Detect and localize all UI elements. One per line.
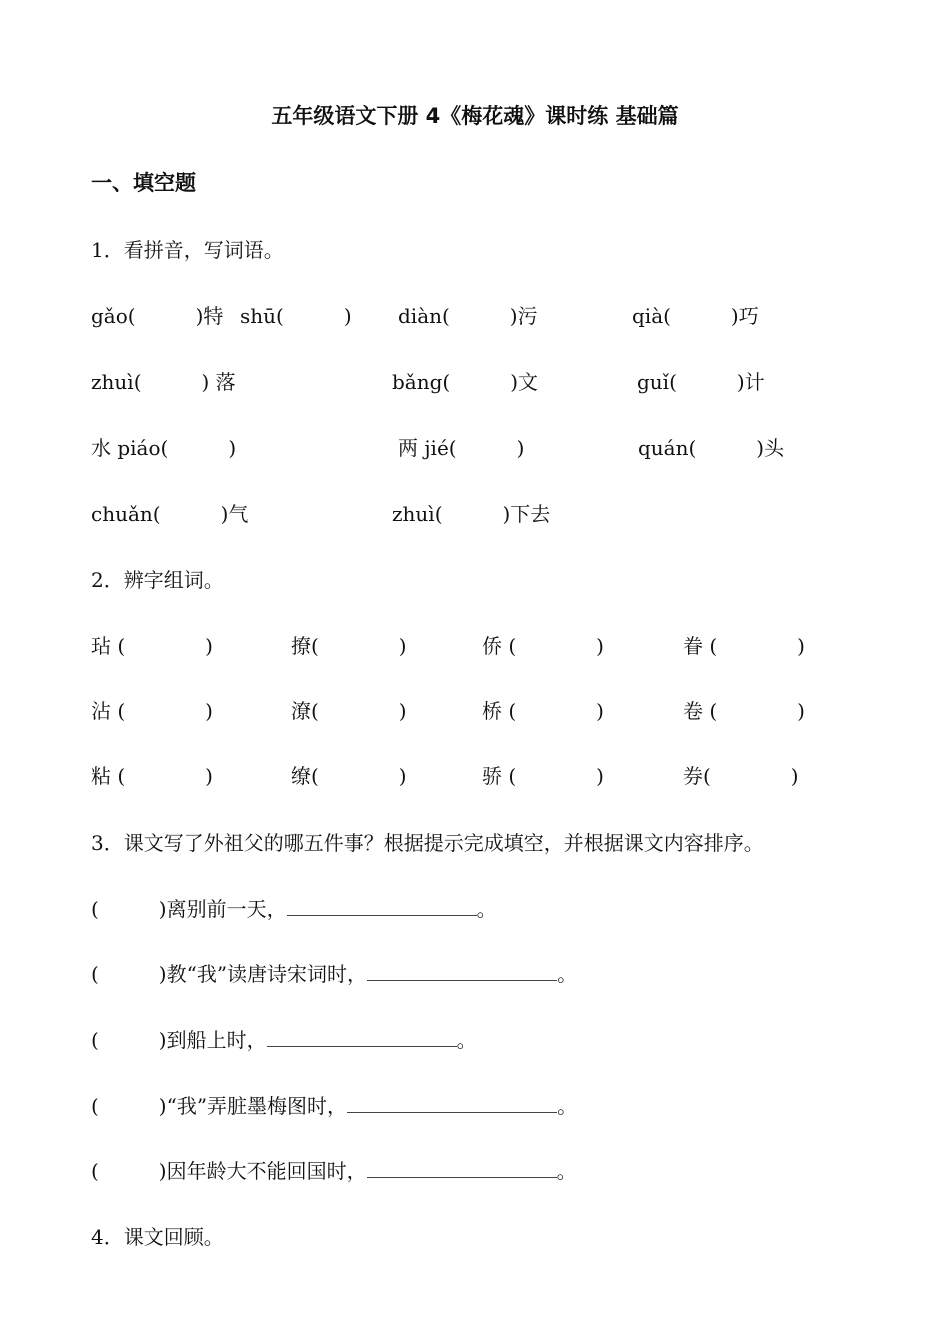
pinyin-item: bǎng( )文 [392, 370, 539, 394]
question-2-label: 2．辨字组词。 [91, 568, 224, 592]
order-paren: ( ) [91, 1028, 167, 1052]
question-1-label: 1．看拼音，写词语。 [91, 238, 284, 262]
word-group-item: 缭( ) [291, 764, 407, 788]
answer-blank[interactable] [347, 1094, 557, 1113]
pinyin-item: 两 jié( ) [398, 436, 525, 460]
event-line: ( )到船上时， 。 [91, 1028, 477, 1052]
word-group-item: 卷 ( ) [683, 699, 805, 723]
pinyin-item: diàn( )污 [398, 304, 538, 328]
pinyin-item: gǎo( )特 [91, 304, 224, 328]
word-group-item: 撩( ) [291, 634, 407, 658]
pinyin-item: chuǎn( )气 [91, 502, 249, 526]
word-group-item: 眷 ( ) [683, 634, 805, 658]
pinyin-item: quán( )头 [638, 436, 785, 460]
page-title: 五年级语文下册 4《梅花魂》课时练 基础篇 [271, 104, 679, 128]
order-paren: ( ) [91, 897, 167, 921]
event-line: ( )教“我”读唐诗宋词时， 。 [91, 962, 578, 986]
event-prompt: 因年龄大不能回国时， [166, 1159, 367, 1183]
word-group-item: 侨 ( ) [482, 634, 604, 658]
event-line: ( )因年龄大不能回国时， 。 [91, 1159, 577, 1183]
pinyin-item: guǐ( )计 [637, 370, 765, 394]
word-group-item: 粘 ( ) [91, 764, 213, 788]
answer-blank[interactable] [267, 1028, 457, 1047]
event-prompt: 离别前一天， [166, 897, 287, 921]
pinyin-item: 水 piáo( ) [91, 436, 237, 460]
word-group-item: 潦( ) [291, 699, 407, 723]
answer-blank[interactable] [367, 1159, 557, 1178]
word-group-item: 骄 ( ) [482, 764, 604, 788]
event-line: ( )“我”弄脏墨梅图时， 。 [91, 1094, 578, 1118]
pinyin-item: zhuì( )下去 [392, 502, 551, 526]
word-group-item: 券( ) [683, 764, 799, 788]
order-paren: ( ) [91, 1094, 167, 1118]
event-prompt: 教“我”读唐诗宋词时， [166, 962, 368, 986]
word-group-item: 沾 ( ) [91, 699, 213, 723]
event-prompt: “我”弄脏墨梅图时， [166, 1094, 348, 1118]
word-group-item: 桥 ( ) [482, 699, 604, 723]
section-title: 一、填空题 [91, 171, 196, 195]
pinyin-item: zhuì( ) 落 [91, 370, 236, 394]
event-prompt: 到船上时， [166, 1028, 267, 1052]
order-paren: ( ) [91, 962, 167, 986]
question-4-label: 4．课文回顾。 [91, 1225, 224, 1249]
order-paren: ( ) [91, 1159, 167, 1183]
answer-blank[interactable] [367, 962, 557, 981]
pinyin-item: shū( ) [240, 304, 352, 328]
pinyin-item: qià( )巧 [632, 304, 759, 328]
question-3-label: 3．课文写了外祖父的哪五件事？根据提示完成填空，并根据课文内容排序。 [91, 831, 764, 855]
word-group-item: 玷 ( ) [91, 634, 213, 658]
answer-blank[interactable] [287, 897, 477, 916]
event-line: ( )离别前一天， 。 [91, 897, 497, 921]
